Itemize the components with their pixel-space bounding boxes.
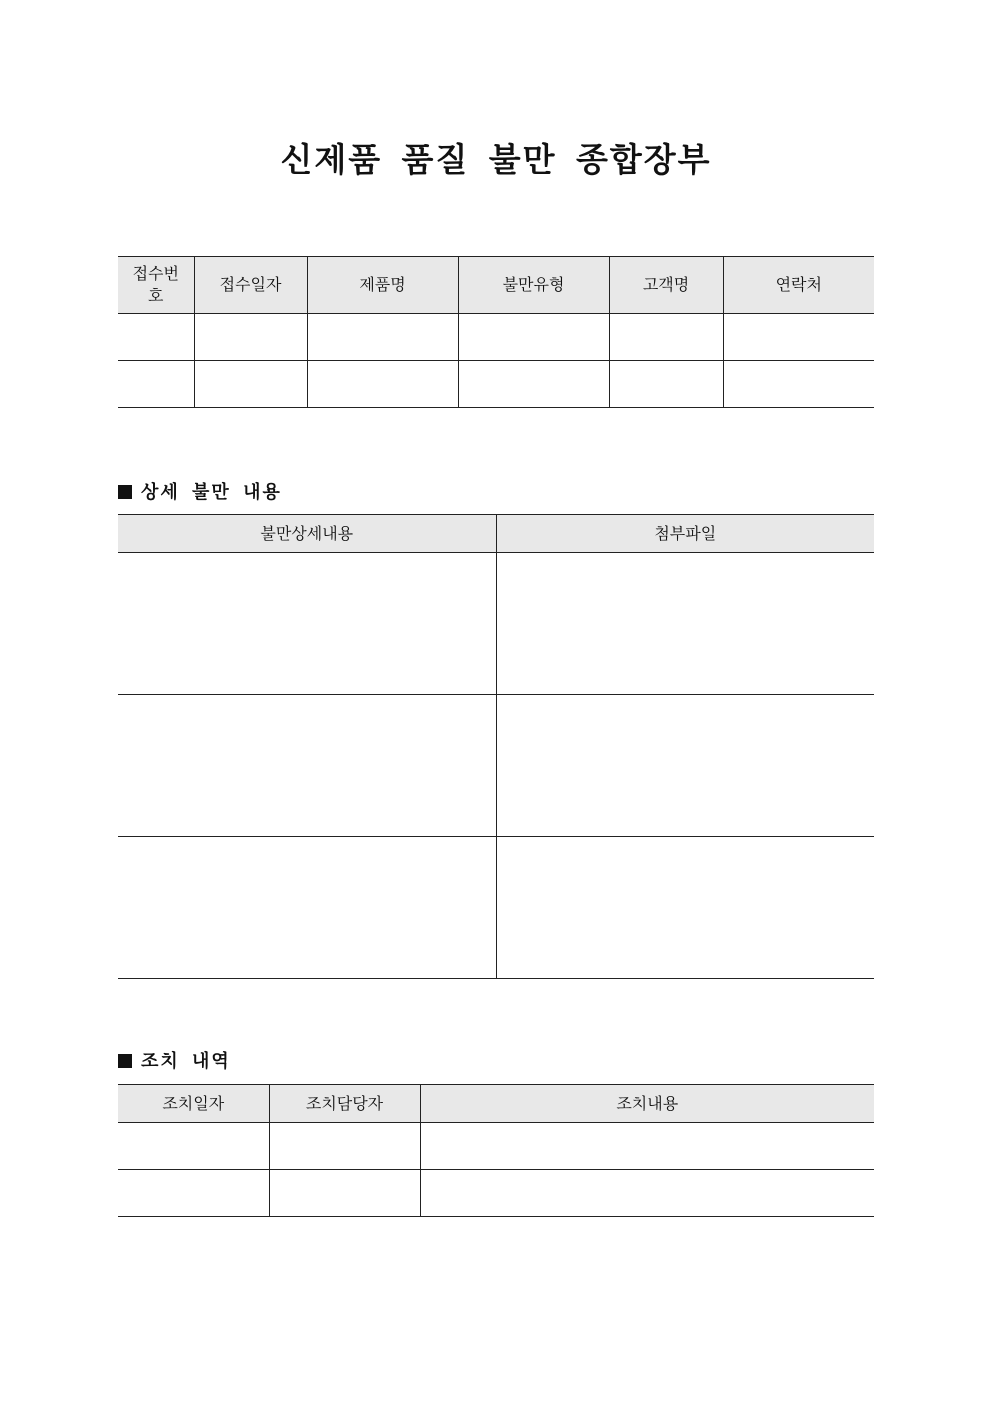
complaint-details-cell[interactable] <box>118 695 496 837</box>
complaint-type-cell[interactable] <box>458 314 609 361</box>
complaint-register-table <box>118 256 874 408</box>
complaint-details-cell[interactable] <box>118 837 496 979</box>
actions-section-heading <box>118 1047 231 1073</box>
table-row <box>118 695 874 837</box>
header-product-name: 제품명 <box>307 257 458 314</box>
header-receipt-date: 접수일자 <box>194 257 307 314</box>
product-name-cell[interactable] <box>307 361 458 408</box>
header-action-manager: 조치담당자 <box>269 1085 420 1123</box>
header-receipt-number: 접수번호 <box>118 257 194 314</box>
table-row <box>118 837 874 979</box>
complaint-details-cell[interactable] <box>118 553 496 695</box>
table-row <box>118 361 874 408</box>
table-row <box>118 553 874 695</box>
attachment-cell[interactable] <box>496 837 874 979</box>
square-bullet-icon <box>118 1054 132 1068</box>
header-action-content: 조치내용 <box>420 1085 874 1123</box>
contact-cell[interactable] <box>723 314 874 361</box>
complaint-type-cell[interactable] <box>458 361 609 408</box>
customer-name-cell[interactable] <box>609 314 723 361</box>
header-complaint-details: 불만상세내용 <box>118 515 496 553</box>
details-section-heading <box>118 478 282 504</box>
contact-cell[interactable] <box>723 361 874 408</box>
square-bullet-icon <box>118 485 132 499</box>
receipt-number-cell[interactable] <box>118 361 194 408</box>
action-date-cell[interactable] <box>118 1170 269 1217</box>
action-content-cell[interactable] <box>420 1123 874 1170</box>
customer-name-cell[interactable] <box>609 361 723 408</box>
action-content-cell[interactable] <box>420 1170 874 1217</box>
table-row <box>118 1123 874 1170</box>
attachment-cell[interactable] <box>496 553 874 695</box>
receipt-date-cell[interactable] <box>194 361 307 408</box>
actions-table <box>118 1084 874 1217</box>
attachment-cell[interactable] <box>496 695 874 837</box>
action-date-cell[interactable] <box>118 1123 269 1170</box>
table-row <box>118 1170 874 1217</box>
receipt-date-cell[interactable] <box>194 314 307 361</box>
receipt-number-cell[interactable] <box>118 314 194 361</box>
table-row <box>118 314 874 361</box>
product-name-cell[interactable] <box>307 314 458 361</box>
action-manager-cell[interactable] <box>269 1123 420 1170</box>
header-customer-name: 고객명 <box>609 257 723 314</box>
document-title: 신제품 품질 불만 종합장부 <box>280 140 712 179</box>
header-complaint-type: 불만유형 <box>458 257 609 314</box>
complaint-details-table <box>118 514 874 979</box>
details-heading-text: 상세 불만 내용 <box>141 482 282 503</box>
header-action-date: 조치일자 <box>118 1085 269 1123</box>
action-manager-cell[interactable] <box>269 1170 420 1217</box>
header-attachment: 첨부파일 <box>496 515 874 553</box>
actions-heading-text: 조치 내역 <box>141 1051 231 1072</box>
header-contact: 연락처 <box>723 257 874 314</box>
